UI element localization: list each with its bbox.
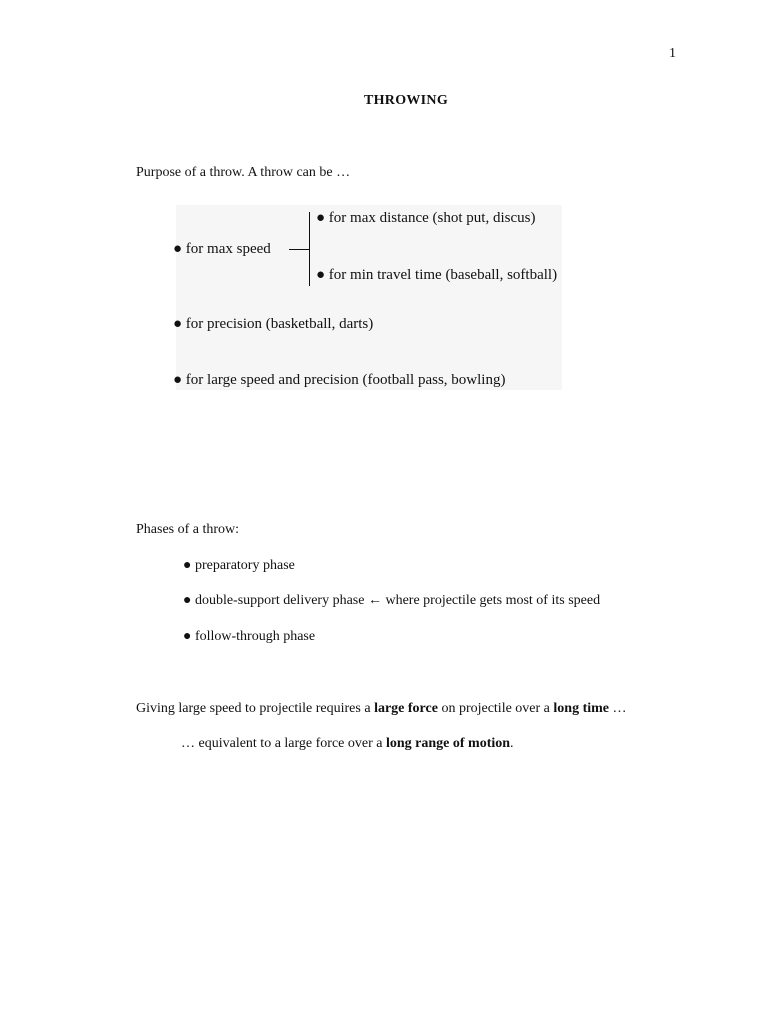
equivalence-text-1: … equivalent to a large force over a (181, 736, 386, 751)
min-travel-time-item: ● for min travel time (baseball, softball) (316, 267, 558, 283)
speed-text-3: … (609, 701, 627, 716)
precision-item: ● for precision (basketball, darts) (173, 316, 374, 332)
phase-item-delivery: ● double-support delivery phase ← where projectile gets most of its speed (183, 593, 601, 608)
speed-requirement-line (136, 701, 627, 717)
speed-precision-item: ● for large speed and precision (football pass, bowling) (173, 372, 506, 388)
max-speed-item: ● for max speed (173, 241, 271, 257)
speed-text-1: Giving large speed to projectile requires a (136, 701, 375, 716)
purpose-diagram (176, 205, 562, 390)
purpose-intro: Purpose of a throw. A throw can be … (136, 165, 351, 180)
equivalence-line (181, 736, 514, 752)
phases-heading: Phases of a throw: (136, 522, 240, 537)
bracket-vertical-line (309, 212, 310, 286)
phase-item-follow-through: ● follow-through phase (183, 629, 316, 644)
page-number: 1 (669, 46, 676, 61)
long-time-emphasis: long time (553, 701, 609, 716)
equivalence-text-2: . (510, 736, 514, 751)
phase-item-preparatory: ● preparatory phase (183, 558, 295, 573)
speed-text-2: on projectile over a (437, 701, 554, 716)
max-distance-item: ● for max distance (shot put, discus) (316, 210, 536, 226)
long-range-emphasis: long range of motion (385, 736, 511, 751)
page-title: THROWING (363, 93, 449, 108)
large-force-emphasis: large force (374, 701, 438, 716)
bracket-connector-line (289, 249, 309, 250)
